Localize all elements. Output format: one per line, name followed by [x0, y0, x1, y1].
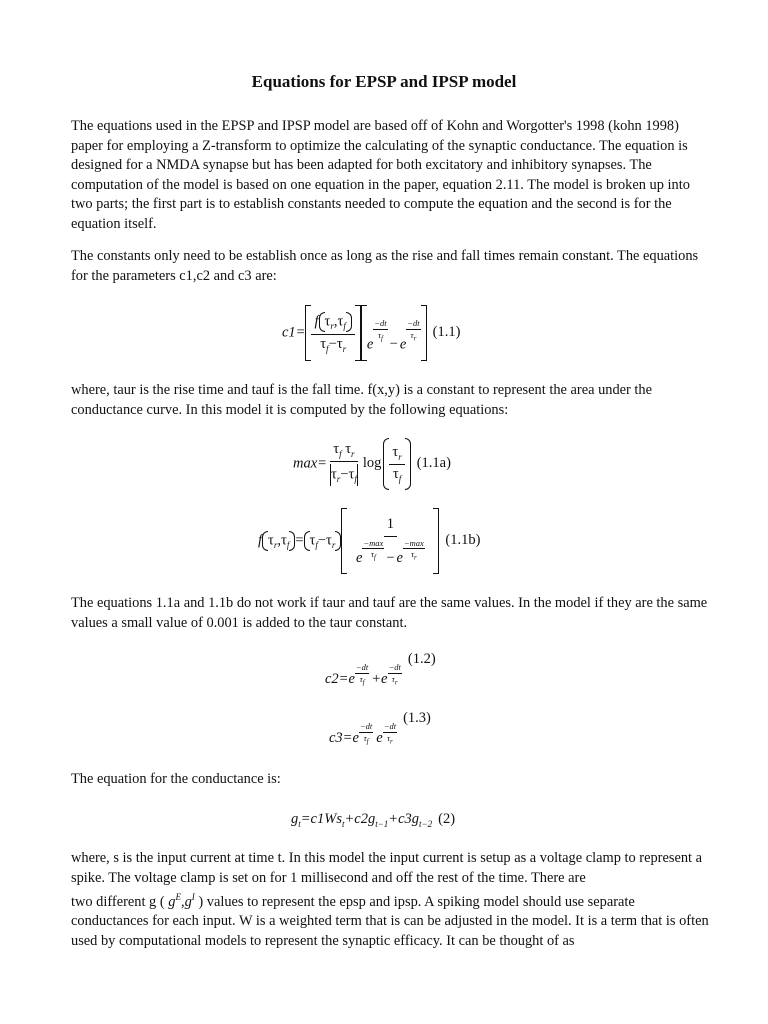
equation-1-2: c2=e $\frac{-dt}{\tau_f}$ +e $\frac{-dt}{\tau_r}$ (1.2)	[325, 651, 436, 687]
equation-1-3: c3=e $\frac{-dt}{\tau_f}$ e $\frac{-dt}{\tau_r}$ (1.3)	[329, 710, 431, 746]
equation-1-1b: f $\tau_r,\tau_f = \tau_f-\tau_r$ 1 e −max $\tau_f$ − e −max $\tau_r$ (1.1b)	[258, 508, 480, 574]
paragraph-where-s: where, s is the input current at time t. In this model the input current is setup as a voltage clamp to represent a spike. The voltage clamp is set on for 1 millisecond and off the rest of the time. There are	[71, 850, 703, 886]
paragraph-conductance: The equation for the conductance is:	[71, 771, 281, 787]
eq1-1-lhs: c1=	[282, 324, 306, 341]
paragraph-two-g: two different g ( $g^E,g^I$ ) values to represent the epsp and ipsp. A spiking model should use separate conductances for each input. W is a weighted term that is can be adjusted in the model. It is a term that is often used by computational models to represent the synaptic efficacy. It can be thought of as	[71, 892, 709, 949]
eq1-3-label: (1.3)	[403, 710, 431, 726]
document-title: Equations for EPSP and IPSP model	[251, 72, 517, 91]
eq1-2-label: (1.2)	[407, 651, 436, 667]
equation-1-1: c1= $\frac{f \tau_r,\tau_f}{\tau_f-\tau_r}$ e $\frac{-dt}{\tau_f}$ − e $\frac{-dt}{\tau_r}$ (1.1)	[282, 305, 460, 361]
paragraph-intro: The equations used in the EPSP and IPSP model are based off of Kohn and Worgotter's 1998 (kohn 1998) paper for employing a Z-transform to optimize the calculating of the synaptic conductance. The equation is designed for a NMDA synapse but has been adapted for both excitatory and inhibitory synapses. The computation of the model is based on one equation in the paper, equation 2.11. The model is broken up into two parts; the first part is to establish constants needed to compute the equation and the second is for the equation itself.	[71, 118, 690, 232]
eq2-label: (2)	[438, 811, 456, 827]
equation-2: $g_t=c1Ws_t+c2g_{t-1}+c3g_{t-2}$ (2)	[291, 811, 456, 829]
paragraph-taur-tauf-same: The equations 1.1a and 1.1b do not work if taur and tauf are the same values. In the model if they are the same values a small value of 0.001 is added to the taur constant.	[71, 595, 708, 631]
eq1-1b-label: (1.1b)	[445, 532, 481, 549]
eq1-1-label: (1.1)	[432, 324, 461, 341]
paragraph-constants: The constants only need to be establish once as long as the rise and fall times remain constant. The equations for the parameters c1,c2 and c3 are:	[71, 248, 699, 284]
eq1-1-fraction: $\frac{f \tau_r,\tau_f}{\tau_f-\tau_r}$	[311, 312, 354, 354]
eq1-1a-label: (1.1a)	[416, 455, 451, 472]
paragraph-where-taur: where, taur is the rise time and tauf is the fall time. f(x,y) is a constant to represent the area under the conductance curve. In this model it is computed by the following equations:	[71, 382, 653, 418]
equation-1-1a: max= $\frac{\tau_f \tau_r}{\tau_r-\tau_f}$ log $\frac{\tau_r}{\tau_f}$ (1.1a)	[293, 438, 451, 490]
